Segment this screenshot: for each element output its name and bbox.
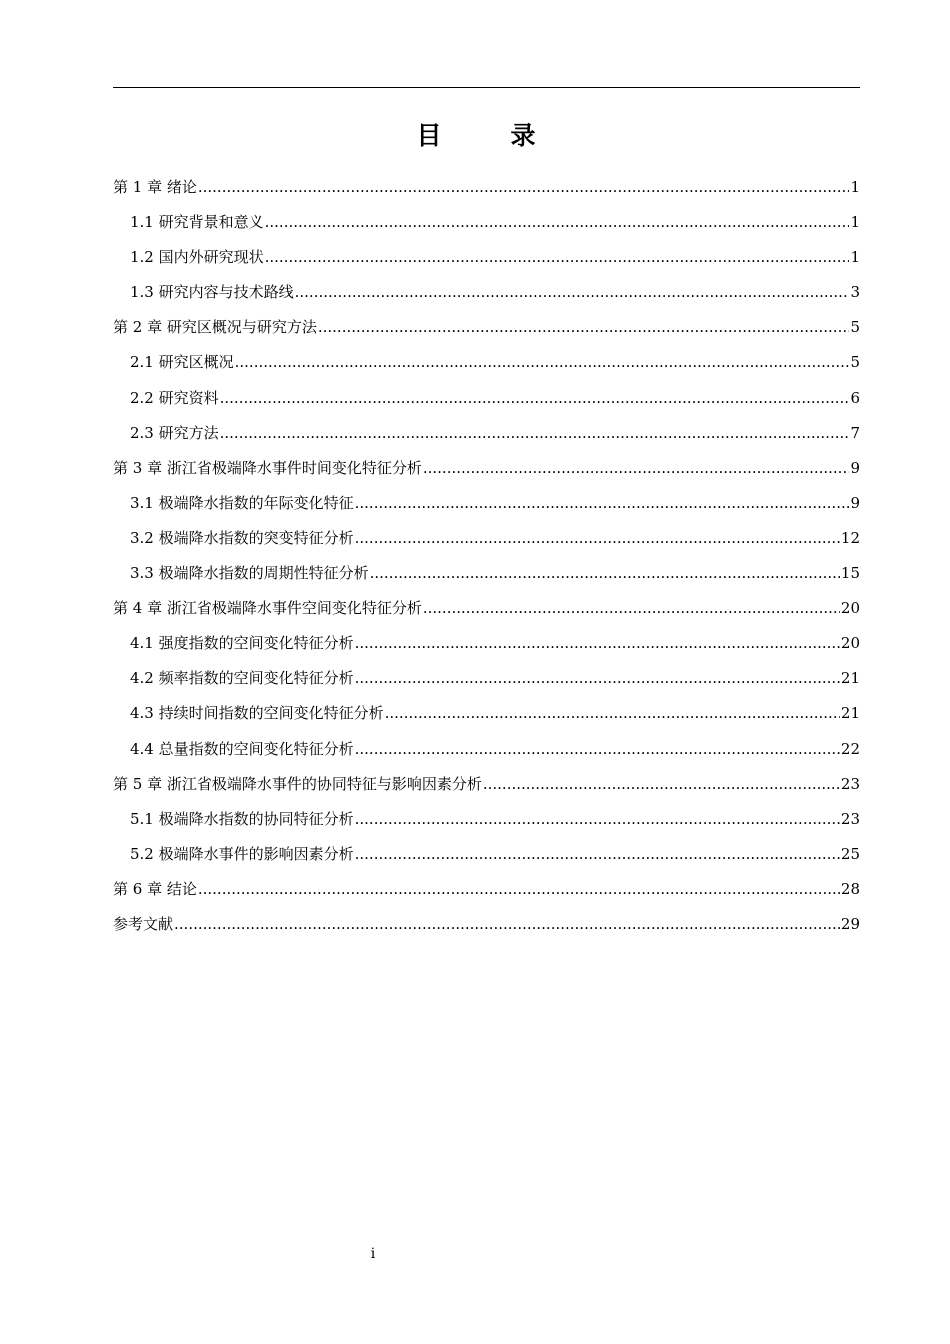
table-of-contents: [113, 172, 860, 944]
toc-page-number: 23: [840, 774, 860, 793]
dot-leader: [423, 593, 840, 623]
dot-leader: [483, 769, 840, 799]
toc-page-number: 20: [840, 599, 860, 618]
toc-page-number: 3: [850, 283, 860, 302]
toc-entry-text: 5.2 极端降水事件的影响因素分析: [130, 844, 354, 863]
toc-page-number: 1: [850, 213, 860, 232]
toc-entry-section-4-3[interactable]: [113, 698, 860, 733]
dot-leader: [355, 734, 840, 764]
dot-leader: [174, 909, 840, 939]
toc-page-number: 25: [840, 844, 860, 863]
toc-entry-text: 4.1 强度指数的空间变化特征分析: [130, 634, 354, 653]
toc-entry-text: 3.2 极端降水指数的突变特征分析: [130, 528, 354, 547]
dot-leader: [385, 698, 840, 728]
toc-page-number: 1: [850, 178, 860, 196]
toc-entry-text: 1.3 研究内容与技术路线: [130, 283, 294, 302]
toc-entry-text: 3.1 极端降水指数的年际变化特征: [130, 493, 354, 512]
toc-entry-text: 第 5 章 浙江省极端降水事件的协同特征与影响因素分析: [113, 774, 482, 793]
toc-entry-section-5-1[interactable]: [113, 804, 860, 839]
dot-leader: [220, 418, 850, 448]
toc-page-number: 5: [850, 353, 860, 372]
toc-page-number: 1: [850, 248, 860, 267]
toc-page-number: 21: [840, 704, 860, 723]
toc-page-number: 28: [840, 879, 860, 898]
toc-entry-chapter-4[interactable]: [113, 593, 860, 628]
toc-entry-section-3-2[interactable]: [113, 523, 860, 558]
toc-entry-chapter-3[interactable]: [113, 453, 860, 488]
toc-page-number: 20: [840, 634, 860, 653]
toc-entry-chapter-6[interactable]: [113, 874, 860, 909]
toc-entry-text: 3.3 极端降水指数的周期性特征分析: [130, 564, 369, 583]
toc-entry-text: 1.1 研究背景和意义: [130, 213, 264, 232]
dot-leader: [355, 663, 840, 693]
toc-entry-references[interactable]: [113, 909, 860, 944]
dot-leader: [423, 453, 850, 483]
toc-entry-text: 2.3 研究方法: [130, 423, 219, 442]
toc-page-number: 29: [840, 914, 860, 933]
toc-entry-text: 2.1 研究区概况: [130, 353, 234, 372]
toc-entry-text: 4.3 持续时间指数的空间变化特征分析: [130, 704, 384, 723]
toc-page-number: 9: [850, 493, 860, 512]
dot-leader: [355, 839, 840, 869]
toc-entry-section-5-2[interactable]: [113, 839, 860, 874]
toc-entry-section-3-1[interactable]: [113, 488, 860, 523]
toc-entry-section-4-1[interactable]: [113, 628, 860, 663]
toc-page-number: 6: [850, 388, 860, 407]
toc-entry-text: 第 6 章 结论: [113, 879, 197, 898]
dot-leader: [235, 347, 850, 377]
toc-entry-section-3-3[interactable]: [113, 558, 860, 593]
toc-entry-section-1-3[interactable]: [113, 277, 860, 312]
toc-entry-text: 参考文献: [113, 914, 174, 933]
dot-leader: [265, 242, 850, 272]
toc-page-number: 5: [850, 318, 860, 337]
toc-page-number: 9: [850, 458, 860, 477]
toc-entry-text: 第 2 章 研究区概况与研究方法: [113, 318, 317, 337]
dot-leader: [295, 277, 850, 307]
toc-entry-chapter-5[interactable]: [113, 769, 860, 804]
toc-entry-text: 5.1 极端降水指数的协同特征分析: [130, 809, 354, 828]
toc-entry-text: 2.2 研究资料: [130, 388, 219, 407]
toc-entry-section-4-4[interactable]: [113, 734, 860, 769]
toc-page-number: 22: [840, 739, 860, 758]
toc-page-number: 23: [840, 809, 860, 828]
dot-leader: [355, 488, 850, 518]
toc-entry-section-2-2[interactable]: [113, 383, 860, 418]
toc-title: 目 录: [416, 121, 558, 150]
dot-leader: [355, 628, 840, 658]
toc-entry-text: 第 3 章 浙江省极端降水事件时间变化特征分析: [113, 458, 422, 477]
toc-entry-text: 1.2 国内外研究现状: [130, 248, 264, 267]
dot-leader: [355, 804, 840, 834]
dot-leader: [318, 312, 850, 342]
toc-entry-section-1-2[interactable]: [113, 242, 860, 277]
toc-page-number: 7: [850, 423, 860, 442]
toc-entry-section-4-2[interactable]: [113, 663, 860, 698]
toc-entry-text: 第 4 章 浙江省极端降水事件空间变化特征分析: [113, 599, 422, 618]
toc-entry-text: 4.2 频率指数的空间变化特征分析: [130, 669, 354, 688]
dot-leader: [198, 874, 840, 904]
toc-entry-text: 第 1 章 绪论: [113, 178, 197, 196]
dot-leader: [220, 383, 850, 413]
page-number-footer: i: [370, 1246, 376, 1262]
dot-leader: [370, 558, 840, 588]
toc-page-number: 12: [840, 528, 860, 547]
dot-leader: [265, 207, 850, 237]
toc-entry-section-1-1[interactable]: [113, 207, 860, 242]
toc-entry-section-2-3[interactable]: [113, 418, 860, 453]
toc-page-number: 21: [840, 669, 860, 688]
toc-entry-text: 4.4 总量指数的空间变化特征分析: [130, 739, 354, 758]
dot-leader: [355, 523, 840, 553]
dot-leader: [198, 172, 850, 202]
toc-entry-chapter-1[interactable]: [113, 172, 860, 207]
toc-entry-chapter-2[interactable]: [113, 312, 860, 347]
toc-page-number: 15: [840, 564, 860, 583]
toc-entry-section-2-1[interactable]: [113, 347, 860, 382]
header-rule: [113, 87, 860, 88]
